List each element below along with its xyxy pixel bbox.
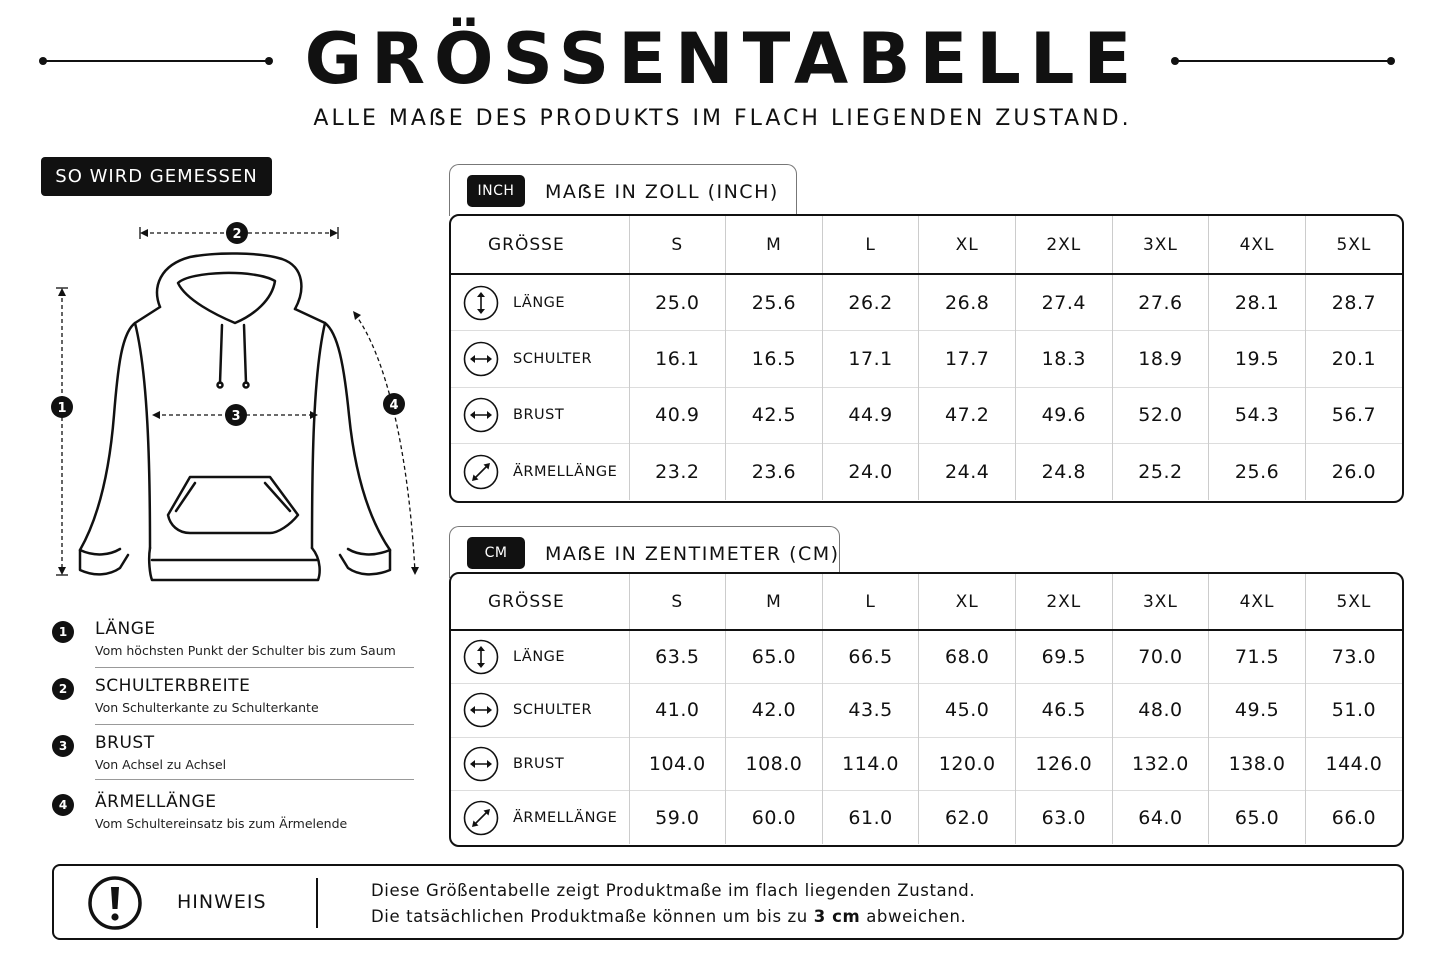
table-cell: 26.8 — [919, 274, 1016, 331]
legend-divider — [95, 724, 414, 725]
table-cell: 25.2 — [1112, 444, 1209, 501]
table-cell: 104.0 — [629, 737, 726, 791]
table-cell: 138.0 — [1209, 737, 1306, 791]
legend-title: LÄNGE — [95, 619, 156, 639]
table-cell: 63.5 — [629, 630, 726, 684]
table-cell: 59.0 — [629, 791, 726, 845]
table-row-aermellaenge — [451, 444, 1402, 501]
row-label: SCHULTER — [513, 350, 593, 367]
horizontal-arrow-icon — [463, 341, 499, 377]
table-cell: 40.9 — [629, 387, 726, 444]
diagonal-arrow-icon — [463, 454, 499, 490]
row-label-cell — [451, 331, 629, 388]
size-header-5xl: 5XL — [1305, 216, 1402, 274]
table-cell: 63.0 — [1016, 791, 1113, 845]
marker-1: 1 — [57, 401, 67, 416]
table-cell: 23.6 — [726, 444, 823, 501]
table-cell: 45.0 — [919, 684, 1016, 738]
size-header-s: S — [629, 216, 726, 274]
table-cell: 66.0 — [1305, 791, 1402, 845]
size-column-header: GRÖSSE — [451, 216, 629, 274]
legend-description: Vom Schultereinsatz bis zum Ärmelende — [95, 816, 348, 831]
size-header-m: M — [726, 216, 823, 274]
size-header-l: L — [822, 216, 919, 274]
table-cell: 126.0 — [1016, 737, 1113, 791]
vertical-arrow-icon — [463, 285, 499, 321]
size-header-4xl: 4XL — [1209, 574, 1306, 630]
table-cell: 43.5 — [822, 684, 919, 738]
table-cell: 108.0 — [726, 737, 823, 791]
legend-description: Von Achsel zu Achsel — [95, 757, 227, 772]
legend-title: BRUST — [95, 733, 155, 753]
note-text-pre: Die tatsächlichen Produktmaße können um bis zu — [371, 907, 808, 926]
title-divider-right — [1175, 60, 1391, 62]
size-header-3xl: 3XL — [1112, 574, 1209, 630]
row-label: ÄRMELLÄNGE — [513, 464, 618, 480]
inch-size-table — [451, 216, 1402, 500]
table-row-brust — [451, 737, 1402, 791]
table-row-laenge — [451, 630, 1402, 684]
measure-badge: SO WIRD GEMESSEN — [41, 157, 272, 196]
table-cell: 26.2 — [822, 274, 919, 331]
note-text-line2 — [371, 907, 966, 926]
size-column-header: GRÖSSE — [451, 574, 629, 630]
inch-tab-title: MAẞE IN ZOLL (INCH) — [545, 181, 779, 203]
table-cell: 42.0 — [726, 684, 823, 738]
table-cell: 51.0 — [1305, 684, 1402, 738]
marker-2: 2 — [232, 227, 242, 242]
legend-divider — [95, 667, 414, 668]
row-label-cell — [451, 387, 629, 444]
legend-title: ÄRMELLÄNGE — [95, 792, 217, 812]
cm-size-table — [451, 574, 1402, 844]
inch-table-panel — [449, 214, 1404, 503]
table-cell: 54.3 — [1209, 387, 1306, 444]
table-cell: 25.6 — [726, 274, 823, 331]
row-label: SCHULTER — [513, 702, 593, 719]
table-cell: 20.1 — [1305, 331, 1402, 388]
table-cell: 144.0 — [1305, 737, 1402, 791]
table-cell: 18.9 — [1112, 331, 1209, 388]
table-cell: 24.0 — [822, 444, 919, 501]
size-header-m: M — [726, 574, 823, 630]
size-header-xl: XL — [919, 574, 1016, 630]
table-cell: 25.6 — [1209, 444, 1306, 501]
table-cell: 120.0 — [919, 737, 1016, 791]
note-box — [52, 864, 1404, 940]
row-label-cell — [451, 274, 629, 331]
page-subtitle: ALLE MAẞE DES PRODUKTS IM FLACH LIEGENDEN ZUSTAND. — [313, 106, 1132, 131]
table-row-aermellaenge — [451, 791, 1402, 845]
size-header-l: L — [822, 574, 919, 630]
table-cell: 27.4 — [1016, 274, 1113, 331]
table-cell: 48.0 — [1112, 684, 1209, 738]
table-cell: 49.5 — [1209, 684, 1306, 738]
legend-number: 2 — [52, 678, 74, 700]
size-header-3xl: 3XL — [1112, 216, 1209, 274]
legend-number: 4 — [52, 794, 74, 816]
table-cell: 17.7 — [919, 331, 1016, 388]
horizontal-arrow-icon — [463, 692, 499, 728]
table-cell: 49.6 — [1016, 387, 1113, 444]
title-divider-left — [43, 60, 269, 62]
size-header-2xl: 2XL — [1016, 216, 1113, 274]
table-cell: 28.1 — [1209, 274, 1306, 331]
exclamation-icon — [87, 875, 143, 931]
note-divider — [316, 878, 318, 928]
legend-item-shoulder — [52, 676, 414, 728]
table-cell: 16.5 — [726, 331, 823, 388]
table-cell: 68.0 — [919, 630, 1016, 684]
size-header-xl: XL — [919, 216, 1016, 274]
table-cell: 64.0 — [1112, 791, 1209, 845]
horizontal-arrow-icon — [463, 397, 499, 433]
table-cell: 73.0 — [1305, 630, 1402, 684]
table-cell: 70.0 — [1112, 630, 1209, 684]
table-cell: 23.2 — [629, 444, 726, 501]
marker-4: 4 — [389, 398, 399, 413]
legend-item-sleeve — [52, 792, 414, 844]
table-cell: 132.0 — [1112, 737, 1209, 791]
table-cell: 42.5 — [726, 387, 823, 444]
table-cell: 62.0 — [919, 791, 1016, 845]
table-cell: 65.0 — [1209, 791, 1306, 845]
table-header-row — [451, 574, 1402, 630]
table-cell: 41.0 — [629, 684, 726, 738]
horizontal-arrow-icon — [463, 746, 499, 782]
table-cell: 56.7 — [1305, 387, 1402, 444]
row-label-cell — [451, 737, 629, 791]
table-cell: 17.1 — [822, 331, 919, 388]
table-cell: 25.0 — [629, 274, 726, 331]
cm-table-panel — [449, 572, 1404, 847]
size-header-5xl: 5XL — [1305, 574, 1402, 630]
cm-tab — [449, 526, 840, 578]
table-row-schulter — [451, 684, 1402, 738]
table-cell: 114.0 — [822, 737, 919, 791]
inch-tab — [449, 164, 797, 216]
table-cell: 26.0 — [1305, 444, 1402, 501]
table-cell: 47.2 — [919, 387, 1016, 444]
table-cell: 27.6 — [1112, 274, 1209, 331]
legend-item-chest — [52, 733, 414, 785]
page-title: GRÖSSENTABELLE — [304, 18, 1141, 100]
marker-3: 3 — [231, 409, 241, 424]
vertical-arrow-icon — [463, 639, 499, 675]
table-cell: 18.3 — [1016, 331, 1113, 388]
table-cell: 69.5 — [1016, 630, 1113, 684]
inch-pill: INCH — [467, 175, 525, 207]
size-header-s: S — [629, 574, 726, 630]
row-label: BRUST — [513, 407, 565, 424]
table-cell: 44.9 — [822, 387, 919, 444]
row-label-cell — [451, 684, 629, 738]
table-cell: 28.7 — [1305, 274, 1402, 331]
table-row-schulter — [451, 331, 1402, 388]
table-cell: 61.0 — [822, 791, 919, 845]
table-cell: 24.8 — [1016, 444, 1113, 501]
note-text-line1: Diese Größentabelle zeigt Produktmaße im flach liegenden Zustand. — [371, 881, 976, 900]
hoodie-diagram — [40, 215, 440, 595]
diagonal-arrow-icon — [463, 800, 499, 836]
table-cell: 65.0 — [726, 630, 823, 684]
measure-arrowheads — [56, 227, 419, 575]
cm-tab-title: MAẞE IN ZENTIMETER (CM) — [545, 543, 840, 565]
row-label-cell — [451, 444, 629, 501]
table-row-brust — [451, 387, 1402, 444]
legend-item-length — [52, 619, 414, 671]
note-title: HINWEIS — [177, 891, 267, 913]
size-header-2xl: 2XL — [1016, 574, 1113, 630]
size-header-4xl: 4XL — [1209, 216, 1306, 274]
note-text-bold: 3 cm — [813, 907, 861, 926]
row-label-cell — [451, 791, 629, 845]
row-label: BRUST — [513, 755, 565, 772]
table-cell: 52.0 — [1112, 387, 1209, 444]
table-cell: 24.4 — [919, 444, 1016, 501]
legend-number: 1 — [52, 621, 74, 643]
legend-description: Vom höchsten Punkt der Schulter bis zum Saum — [95, 643, 396, 658]
table-cell: 19.5 — [1209, 331, 1306, 388]
table-row-laenge — [451, 274, 1402, 331]
row-label-cell — [451, 630, 629, 684]
table-cell: 16.1 — [629, 331, 726, 388]
table-cell: 66.5 — [822, 630, 919, 684]
legend-title: SCHULTERBREITE — [95, 676, 251, 696]
table-cell: 71.5 — [1209, 630, 1306, 684]
legend-number: 3 — [52, 735, 74, 757]
table-cell: 46.5 — [1016, 684, 1113, 738]
legend-description: Von Schulterkante zu Schulterkante — [95, 700, 319, 715]
row-label: LÄNGE — [513, 649, 566, 665]
cm-pill: CM — [467, 537, 525, 569]
legend-divider — [95, 779, 414, 780]
table-header-row — [451, 216, 1402, 274]
table-cell: 60.0 — [726, 791, 823, 845]
note-text-post: abweichen. — [866, 907, 967, 926]
row-label: ÄRMELLÄNGE — [513, 809, 618, 826]
row-label: LÄNGE — [513, 294, 566, 311]
